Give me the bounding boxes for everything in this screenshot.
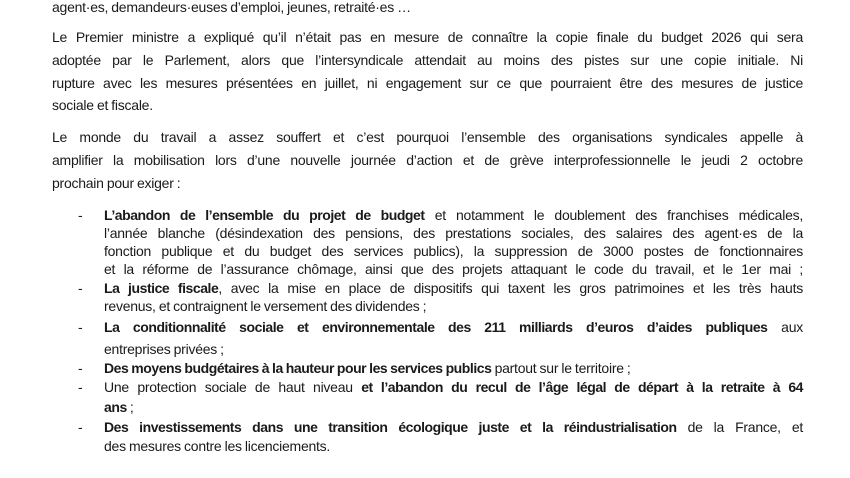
text: Une protection sociale de haut niveau <box>104 379 362 395</box>
bullet-marker: - <box>78 319 83 335</box>
text: de la France, et <box>676 419 803 435</box>
list-item-line <box>104 378 803 396</box>
bold-text: La justice fiscale <box>104 280 219 296</box>
list-item-line <box>104 398 803 416</box>
text: , avec la mise en place de dispositifs qui taxent les gros patrimoines et les très hauts <box>218 280 803 296</box>
bold-text: et l’abandon du recul de l’âge légal de départ à la retraite à 64 <box>361 379 803 395</box>
list-item-line <box>104 359 803 377</box>
bold-text: Des moyens budgétaires à la hauteur pour les services publics <box>104 360 492 376</box>
text: et notamment le doublement des franchises médicales, <box>424 207 803 223</box>
text: partout sur le territoire ; <box>491 360 631 376</box>
text-line: prochain pour exiger : <box>52 175 181 191</box>
list-item-line <box>104 206 803 224</box>
bullet-marker: - <box>78 379 83 395</box>
bullet-marker: - <box>78 207 83 223</box>
list-item-line <box>104 418 803 436</box>
text-line: adoptée par le Parlement, alors que l’intersyndicale attendait au moins des pistes sur une copie initiale. Ni <box>52 52 803 68</box>
bold-text: ans <box>104 399 127 415</box>
list-item-line <box>104 318 803 336</box>
bullet-marker: - <box>78 419 83 435</box>
list-item-line: l’année blanche (désindexation des pensions, des prestations sociales, des salaires des agent·es de la <box>104 225 803 241</box>
list-item-line: et la réforme de l’assurance chômage, ainsi que des projets attaquant le code du travail, et le 1er mai ; <box>104 261 803 277</box>
bold-text: La conditionnalité sociale et environnementale des 211 milliards d’euros d’aides publiques <box>104 319 768 335</box>
bold-text: Des investissements dans une transition écologique juste et la réindustrialisation <box>104 419 677 435</box>
list-item-line: revenus, et contraignent le versement des dividendes ; <box>104 298 427 314</box>
text: aux <box>767 319 803 335</box>
bold-text: L’abandon de l’ensemble du projet de budget <box>104 207 425 223</box>
text-line: sociale et fiscale. <box>52 97 153 113</box>
intro-tail-line: agent·es, demandeurs·euses d’emploi, jeunes, retraité·es … <box>52 0 411 15</box>
text-line: amplifier la mobilisation lors d’une nouvelle journée d’action et de grève interprofessionnelle le jeudi 2 octobre <box>52 152 803 168</box>
text-line: Le Premier ministre a expliqué qu’il n’était pas en mesure de connaître la copie finale du budget 2026 qui sera <box>52 29 803 45</box>
bullet-marker: - <box>78 280 83 296</box>
list-item-line: des mesures contre les licenciements. <box>104 438 331 454</box>
text-line: Le monde du travail a assez souffert et c’est pourquoi l’ensemble des organisations syndicales appelle à <box>52 129 803 145</box>
text: ; <box>126 399 134 415</box>
list-item-line: fonction publique et du budget des services publics), la suppression de 3000 postes de fonctionnaires <box>104 243 803 259</box>
bullet-marker: - <box>78 360 83 376</box>
list-item-line <box>104 279 803 297</box>
text-line: rupture avec les mesures présentées en juillet, ni engagement sur ce que pourraient être des mesures de justice <box>52 75 803 91</box>
list-item-line: entreprises privées ; <box>104 341 224 357</box>
